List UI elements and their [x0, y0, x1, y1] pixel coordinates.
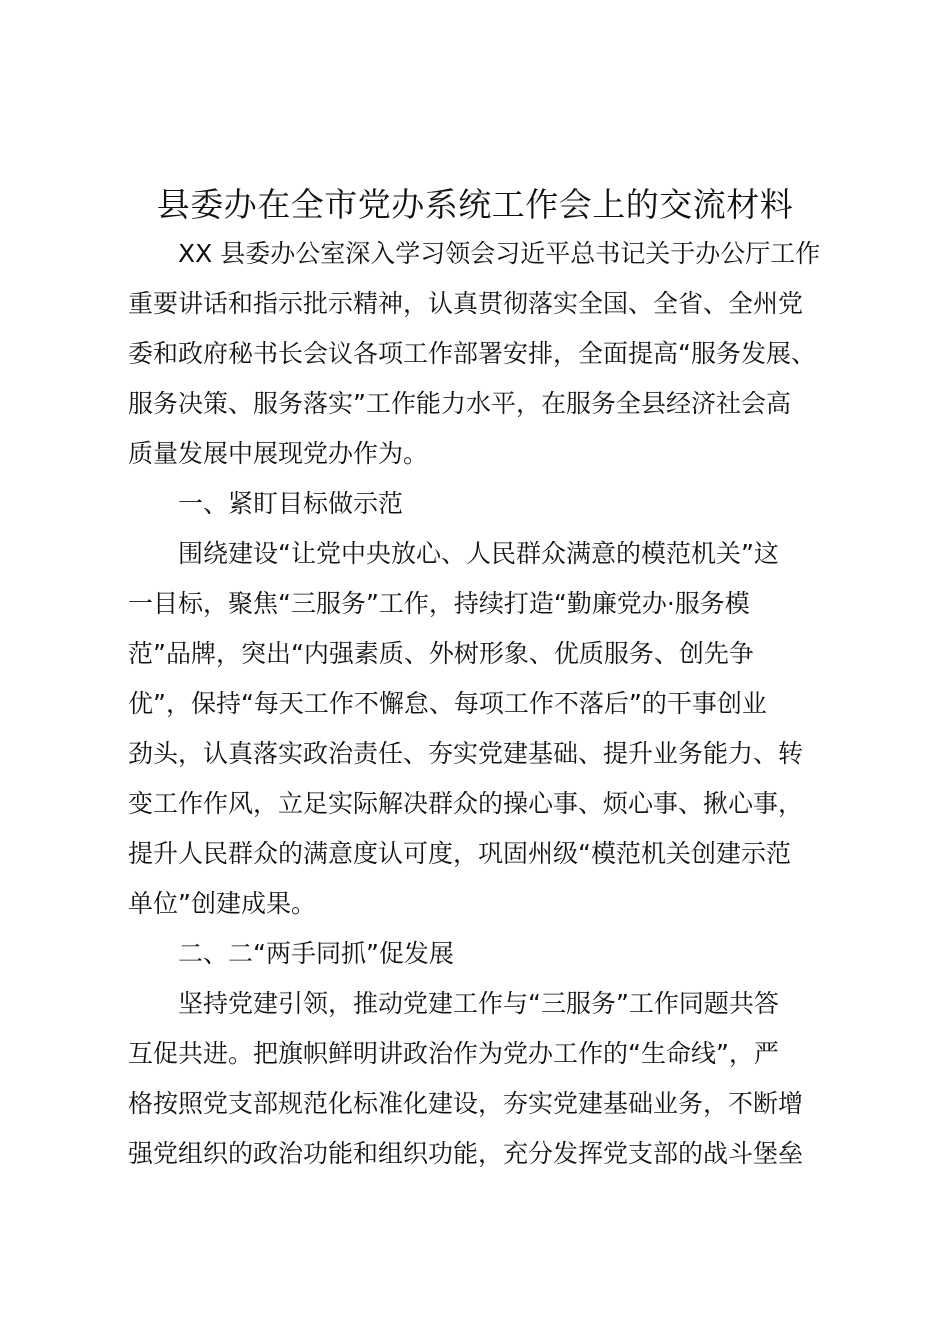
- paragraph-2-line-5: 劲头，认真落实政治责任、夯实党建基础、提升业务能力、转: [128, 739, 804, 768]
- section-heading-1: 一、紧盯目标做示范: [178, 489, 404, 518]
- paragraph-2-line-1: 围绕建设“让党中央放心、人民群众满意的模范机关”这: [178, 539, 779, 568]
- paragraph-2-line-4: 优”，保持“每天工作不懈怠、每项工作不落后”的干事创业: [128, 689, 767, 718]
- paragraph-2-line-7: 提升人民群众的满意度认可度，巩固州级“模范机关创建示范: [128, 839, 791, 868]
- paragraph-1-line-1: XX 县委办公室深入学习领会习近平总书记关于办公厅工作: [178, 239, 821, 268]
- document-title: 县委办在全市党办系统工作会上的交流材料: [156, 185, 794, 224]
- paragraph-1-line-5: 质量发展中展现党办作为。: [128, 439, 429, 468]
- paragraph-1-line-3: 委和政府秘书长会议各项工作部署安排，全面提高“服务发展、: [128, 339, 816, 368]
- paragraph-3-line-1: 坚持党建引领，推动党建工作与“三服务”工作同题共答: [178, 989, 779, 1018]
- paragraph-3-line-3: 格按照党支部规范化标准化建设，夯实党建基础业务，不断增: [128, 1089, 804, 1118]
- paragraph-3-line-2: 互促共进。把旗帜鲜明讲政治作为党办工作的“生命线”，严: [128, 1039, 779, 1068]
- paragraph-3-line-4: 强党组织的政治功能和组织功能，充分发挥党支部的战斗堡垒: [128, 1139, 804, 1168]
- paragraph-1-line-2: 重要讲话和指示批示精神，认真贯彻落实全国、全省、全州党: [128, 289, 804, 318]
- paragraph-2-line-3: 范”品牌，突出“内强素质、外树形象、优质服务、创先争: [128, 639, 754, 668]
- section-heading-2: 二、二“两手同抓”促发展: [178, 939, 454, 968]
- paragraph-2-line-6: 变工作作风，立足实际解决群众的操心事、烦心事、揪心事，: [128, 789, 804, 818]
- paragraph-2-line-8: 单位”创建成果。: [128, 889, 316, 918]
- paragraph-2-line-2: 一目标，聚焦“三服务”工作，持续打造“勤廉党办·服务模: [128, 589, 750, 618]
- paragraph-1-line-4: 服务决策、服务落实”工作能力水平，在服务全县经济社会高: [128, 389, 791, 418]
